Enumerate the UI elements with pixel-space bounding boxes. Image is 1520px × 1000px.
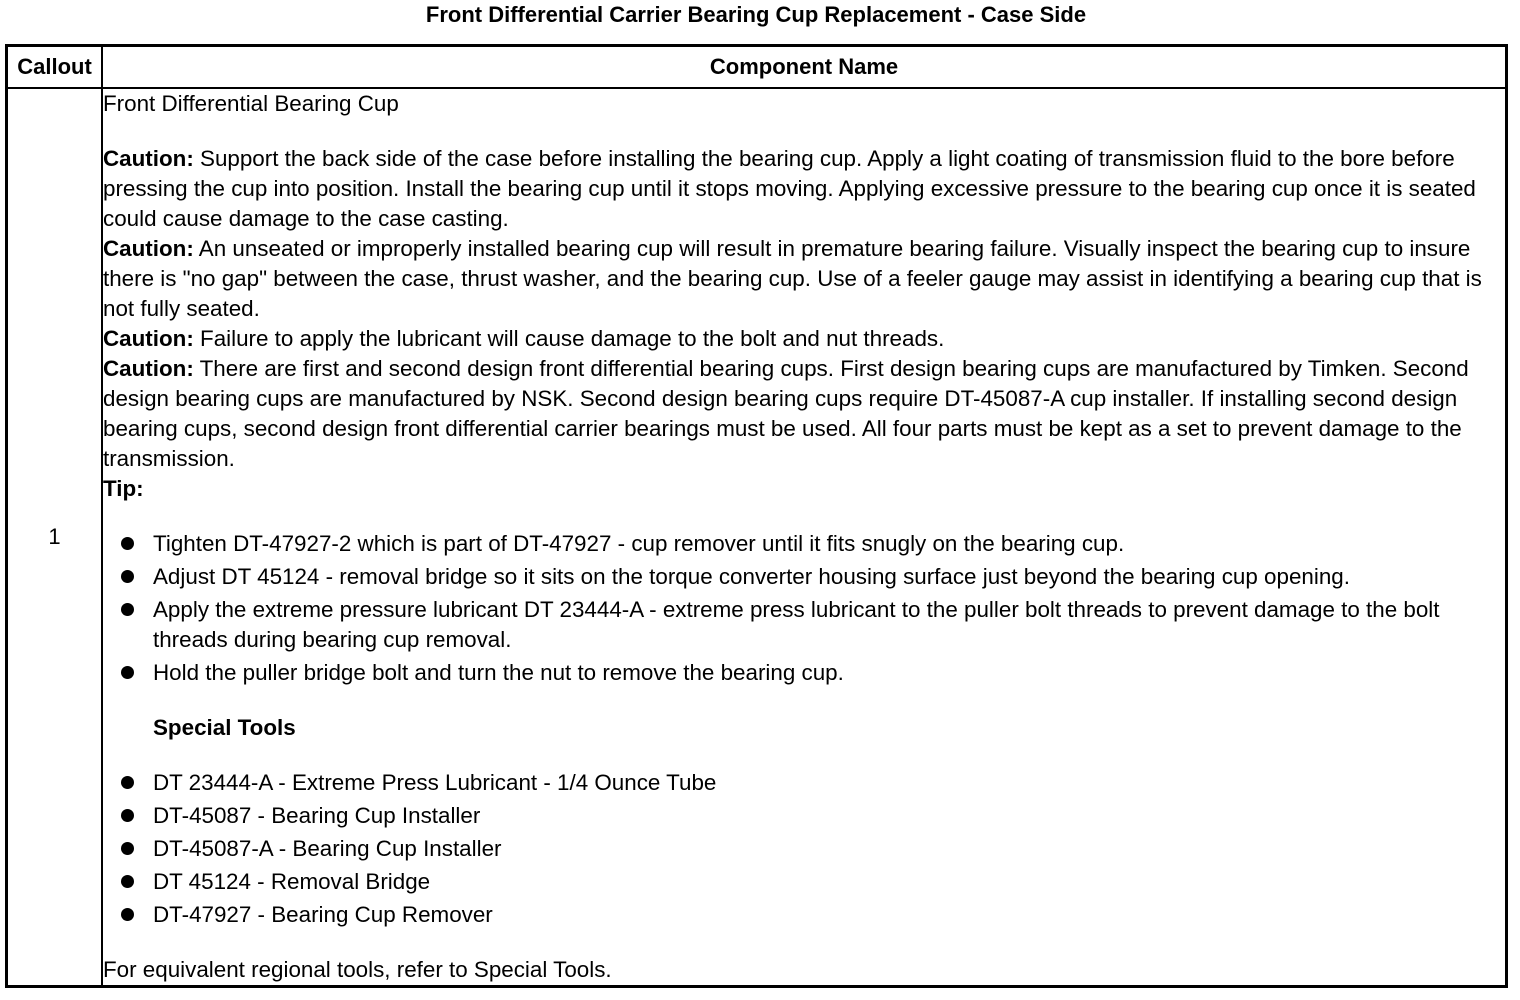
component-name-column-header: Component Name	[102, 46, 1507, 89]
bullet-icon	[121, 603, 134, 616]
caution-label: Caution:	[103, 236, 194, 261]
tool-text: DT-45087-A - Bearing Cup Installer	[153, 836, 502, 861]
tool-text: DT-45087 - Bearing Cup Installer	[153, 803, 481, 828]
list-item	[121, 834, 1505, 864]
bullet-icon	[121, 809, 134, 822]
caution-label: Caution:	[103, 146, 194, 171]
table-header-row	[7, 46, 1507, 89]
tool-text: DT 23444-A - Extreme Press Lubricant - 1/4 Ounce Tube	[153, 770, 717, 795]
list-item	[121, 658, 1505, 688]
list-item	[121, 900, 1505, 930]
caution-label: Caution:	[103, 326, 194, 351]
special-tools-list	[103, 768, 1505, 930]
list-item	[121, 562, 1505, 592]
tip-label: Tip:	[103, 476, 144, 501]
caution-text: There are first and second design front differential bearing cups. First design bearing cups are manufactured by Timken. Second design bearing cups are manufactured by NSK. Second design bearing cups require DT-45087-A cup installer. If installing second design bearing cups, second design front differential carrier bearings must be used. All four parts must be kept as a set to prevent damage to the transmission.	[103, 356, 1469, 471]
tip-text: Adjust DT 45124 - removal bridge so it sits on the torque converter housing surface just beyond the bearing cup opening.	[153, 564, 1350, 589]
list-item	[121, 595, 1505, 655]
tip-text: Apply the extreme pressure lubricant DT 23444-A - extreme press lubricant to the puller bolt threads to prevent damage to the bolt threads during bearing cup removal.	[153, 597, 1440, 652]
callout-number: 1	[7, 88, 103, 987]
bullet-icon	[121, 842, 134, 855]
component-name: Front Differential Bearing Cup	[103, 91, 399, 116]
bullet-icon	[121, 776, 134, 789]
caution-label: Caution:	[103, 356, 194, 381]
caution-note	[103, 234, 1505, 324]
caution-note	[103, 324, 1505, 354]
tool-text: DT-47927 - Bearing Cup Remover	[153, 902, 493, 927]
list-item	[121, 867, 1505, 897]
bullet-icon	[121, 908, 134, 921]
caution-note	[103, 354, 1505, 474]
caution-note	[103, 144, 1505, 234]
caution-text: Support the back side of the case before installing the bearing cup. Apply a light coating of transmission fluid to the bore before pressing the cup into position. Install the bearing cup until it stops moving. Applying excessive pressure to the bearing cup once it is seated could cause damage to the case casting.	[103, 146, 1476, 231]
list-item	[121, 529, 1505, 559]
caution-text: Failure to apply the lubricant will cause damage to the bolt and nut threads.	[193, 326, 945, 351]
tip-text: Tighten DT-47927-2 which is part of DT-47927 - cup remover until it fits snugly on the bearing cup.	[153, 531, 1125, 556]
regional-tools-note: For equivalent regional tools, refer to Special Tools.	[103, 957, 612, 982]
document-title: Front Differential Carrier Bearing Cup Replacement - Case Side	[425, 2, 1087, 27]
tip-list	[103, 529, 1505, 688]
list-item	[121, 801, 1505, 831]
component-table	[5, 44, 1508, 988]
tool-text: DT 45124 - Removal Bridge	[153, 869, 431, 894]
special-tools-heading: Special Tools	[153, 715, 296, 740]
bullet-icon	[121, 570, 134, 583]
tip-text: Hold the puller bridge bolt and turn the nut to remove the bearing cup.	[153, 660, 844, 685]
table-row	[7, 88, 1507, 987]
bullet-icon	[121, 875, 134, 888]
caution-text: An unseated or improperly installed bearing cup will result in premature bearing failure. Visually inspect the bearing cup to insure there is "no gap" between the case, thrust washer, and the bearing cup. Use of a feeler gauge may assist in identifying a bearing cup that is not fully seated.	[103, 236, 1482, 321]
bullet-icon	[121, 666, 134, 679]
list-item	[121, 768, 1505, 798]
callout-column-header: Callout	[7, 46, 103, 89]
component-content-cell	[102, 88, 1507, 987]
bullet-icon	[121, 537, 134, 550]
